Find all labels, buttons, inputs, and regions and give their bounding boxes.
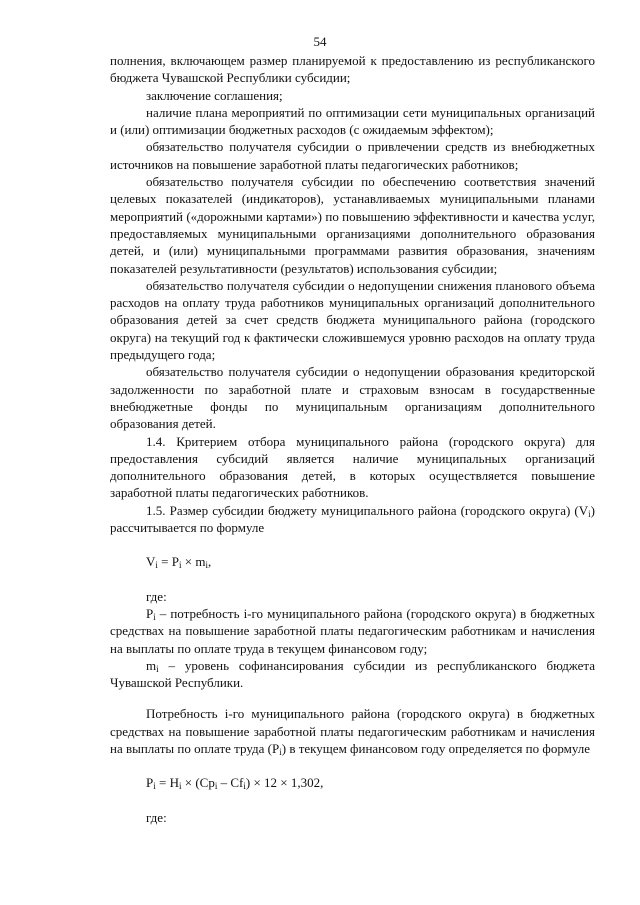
where-label-2: где: — [146, 809, 167, 825]
paragraph-optimization-plan: наличие плана мероприятий по оптимизации сети муниципальных организаций и (или) оптимизации бюджетных расходов (с ожидаемым эффектом); — [110, 104, 595, 138]
paragraph-selection-criterion: 1.4. Критерием отбора муниципального района (городского округа) для предоставления субсидий является наличие муниципальных организаций дополнительного образования детей, в которых осуществляется повышение заработной платы педагогических работников. — [110, 433, 595, 501]
paragraph-no-reduction: обязательство получателя субсидии о недопущении снижения планового объема расходов на оплату труда работников муниципальных организаций дополнительного образования детей за счет средств бюджета муниципального района (городского округа) на текущий год к фактически сложившемуся уровню расходов на оплату труда предыдущего года; — [110, 277, 595, 363]
paragraph-need-calculation: Потребность i-го муниципального района (городского округа) в бюджетных средствах на повышение заработной платы педагогическим работникам и начисления на выплаты по оплате труда $(P_i)$ в текущем финансовом году определяется по формуле — [110, 706, 595, 757]
paragraph-no-arrears: обязательство получателя субсидии о недопущении образования кредиторской задолженности по заработной плате и страховым взносам в государственные внебюджетные фонды по муниципальным организациям дополнительного образования детей. — [110, 364, 595, 432]
document-body — [110, 52, 595, 826]
formula-need: $P_i = H_i \times (Cp_i - Cf_i) \times 12 \times 1,302$, — [146, 775, 324, 792]
paragraph-extrabudgetary-funds: обязательство получателя субсидии о привлечении средств из внебюджетных источников на повышение заработной платы педагогических работников; — [110, 139, 595, 172]
paragraph-subsidy-size: 1.5. Размер субсидии бюджету муниципального района (городского округа) $(V_i)$ рассчитывается по формуле — [110, 502, 595, 536]
paragraph-continuation: полнения, включающем размер планируемой к предоставлению из республиканского бюджета Чувашской Республики субсидии; — [110, 53, 595, 86]
page-number: 54 — [313, 34, 327, 49]
paragraph-target-indicators: обязательство получателя субсидии по обеспечению соответствия значений целевых показателей (индикаторов), устанавливаемых муниципальными планами мероприятий («дорожными картами») по повышению эффективности и качества услуг, предоставляемых муниципальными организациями дополнительного образования детей, и (или) муниципальными программами развития образования, значениям показателей результативности (результатов) использования субсидии; — [110, 174, 595, 276]
formula-subsidy: $V_i = P_i \times m_i$, — [146, 554, 212, 571]
where-label-1: где: — [146, 588, 167, 604]
definition-need: $P_i$ – потребность i-го муниципального района (городского округа) в бюджетных средствах на повышение заработной платы педагогическим работникам и начисления на выплаты по оплате труда в текущем финансовом году; — [110, 605, 595, 656]
definition-cofinancing: $m_i$ – уровень софинансирования субсидии из республиканского бюджета Чувашской Республики. — [110, 657, 595, 691]
paragraph-agreement: заключение соглашения; — [146, 87, 283, 103]
